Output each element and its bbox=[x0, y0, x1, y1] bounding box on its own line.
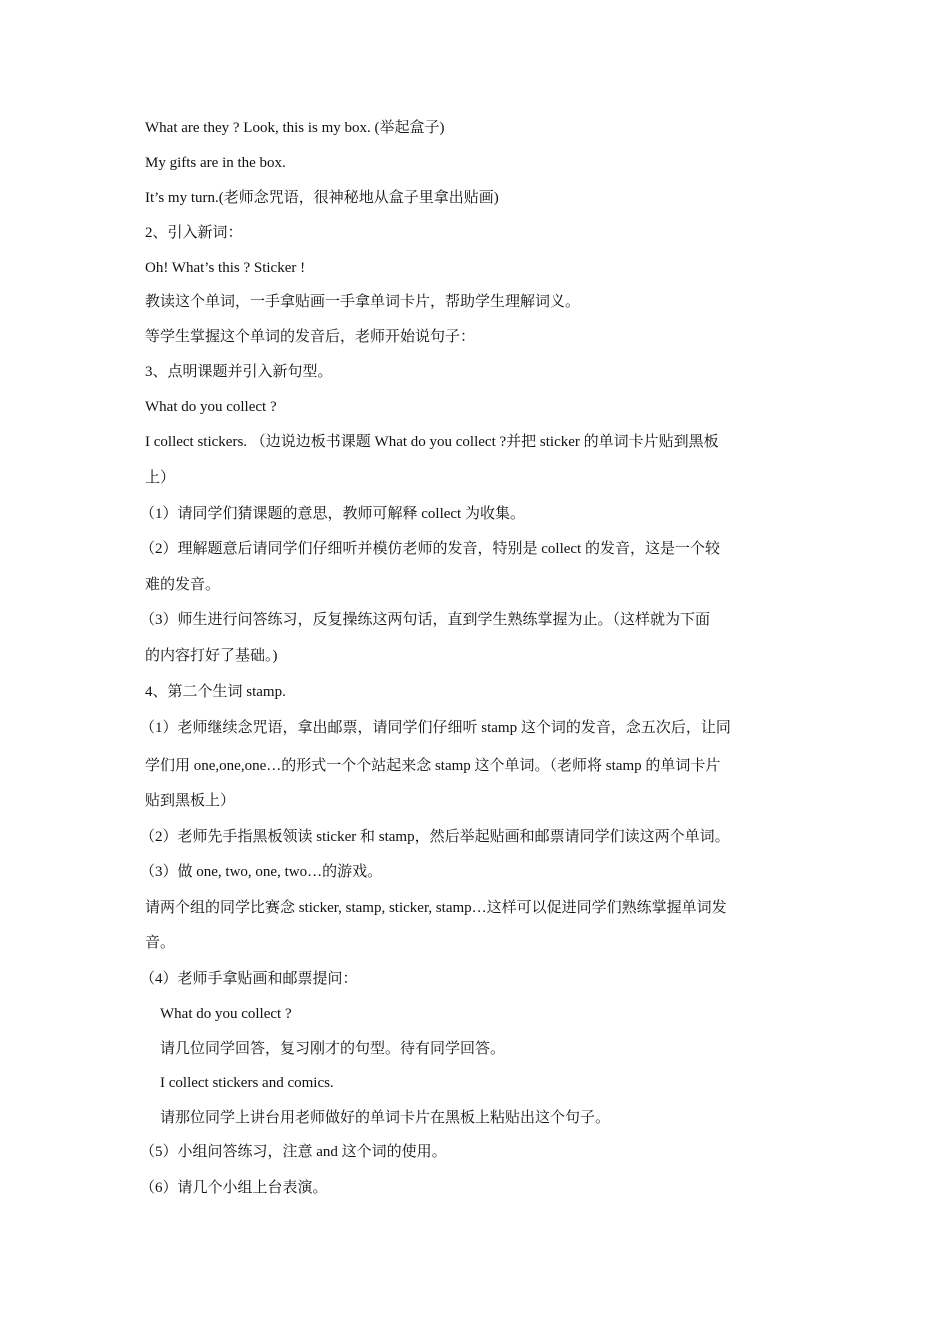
text-line: I collect stickers. （边说边板书课题 What do you collect ?并把 sticker 的单词卡片贴到黑板 bbox=[145, 434, 719, 450]
text-line: I collect stickers and comics. bbox=[160, 1075, 334, 1091]
text-line: 请几位同学回答，复习刚才的句型。待有同学回答。 bbox=[160, 1041, 506, 1057]
text-line: 上） bbox=[145, 470, 176, 486]
text-line: What are they ? Look, this is my box. (举起盒子) bbox=[145, 120, 445, 136]
text-line: 请那位同学上讲台用老师做好的单词卡片在黑板上粘贴出这个句子。 bbox=[160, 1110, 611, 1126]
section-heading: 2、引入新词： bbox=[145, 225, 243, 241]
text-line: 学们用 one,one,one…的形式一个个站起来念 stamp 这个单词。（老师将 stamp 的单词卡片 bbox=[145, 758, 721, 774]
text-line: 音。 bbox=[145, 935, 176, 951]
text-line: 贴到黑板上） bbox=[145, 793, 236, 809]
list-item: （4）老师手拿贴画和邮票提问： bbox=[140, 971, 358, 987]
text-line: 的内容打好了基础。) bbox=[145, 648, 278, 664]
list-item: （2）理解题意后请同学们仔细听并模仿老师的发音，特别是 collect 的发音，这是一个较 bbox=[140, 541, 720, 557]
text-line: 难的发音。 bbox=[145, 577, 221, 593]
list-item: （5）小组问答练习，注意 and 这个词的使用。 bbox=[140, 1144, 447, 1160]
list-item: （6）请几个小组上台表演。 bbox=[140, 1180, 328, 1196]
text-line: It’s my turn.(老师念咒语，很神秘地从盒子里拿出贴画) bbox=[145, 190, 499, 206]
text-line: What do you collect ? bbox=[145, 399, 277, 415]
section-heading: 4、第二个生词 stamp. bbox=[145, 684, 286, 700]
section-heading: 3、点明课题并引入新句型。 bbox=[145, 364, 333, 380]
text-line: 请两个组的同学比赛念 sticker, stamp, sticker, stamp…这样可以促进同学们熟练掌握单词发 bbox=[145, 900, 727, 916]
text-line: What do you collect ? bbox=[160, 1006, 292, 1022]
text-line: 等学生掌握这个单词的发音后，老师开始说句子： bbox=[145, 329, 476, 345]
list-item: （3）做 one, two, one, two…的游戏。 bbox=[140, 864, 383, 880]
list-item: （1）老师继续念咒语，拿出邮票，请同学们仔细听 stamp 这个词的发音，念五次后，让同 bbox=[140, 720, 731, 736]
text-line: My gifts are in the box. bbox=[145, 155, 286, 171]
text-line: Oh! What’s this ? Sticker ! bbox=[145, 260, 306, 276]
list-item: （1）请同学们猜课题的意思，教师可解释 collect 为收集。 bbox=[140, 506, 525, 522]
list-item: （3）师生进行问答练习，反复操练这两句话，直到学生熟练掌握为止。（这样就为下面 bbox=[140, 612, 711, 628]
text-line: 教读这个单词，一手拿贴画一手拿单词卡片，帮助学生理解词义。 bbox=[145, 294, 581, 310]
list-item: （2）老师先手指黑板领读 sticker 和 stamp，然后举起贴画和邮票请同学们读这两个单词。 bbox=[140, 829, 730, 845]
